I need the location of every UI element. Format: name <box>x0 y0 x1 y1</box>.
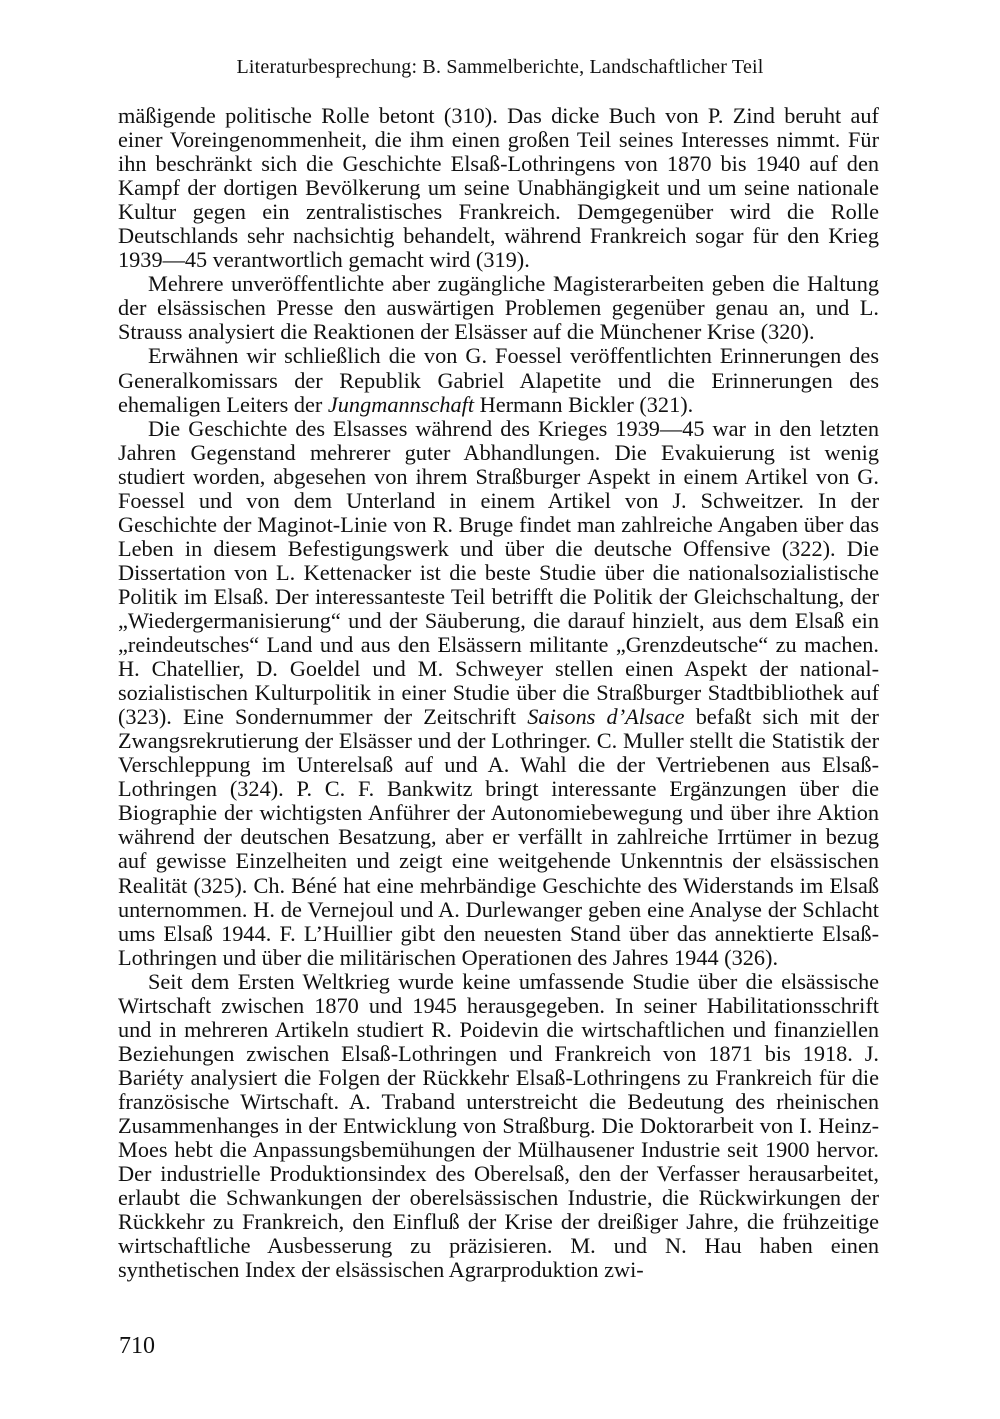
running-header: Literaturbesprechung: B. Sammelberichte, Landschaftlicher Teil <box>236 56 764 78</box>
text-run: Die Geschichte des Elsasses während des Krieges 1939—45 war in den letzten Jahren Gegenstand mehrerer guter Abhandlungen. Die Evakuierung ist wenig studiert worden, abgesehen von ihrem Straßburger Aspekt in einem Artikel von G. Foessel und von dem Unterland in einem Artikel von J. Schweitzer. In der Geschichte der Maginot-Linie von R. Bruge findet man zahlreiche Angaben über das Leben in diesem Befestigungswerk und über die deutsche Offensive (322). Die Dissertation von L. Kettenacker ist die beste Studie über die nationalsozialistische Politik im Elsaß. Der interessanteste Teil betrifft die Politik der Gleichschaltung, der „Wiedergermanisierung“ und der Säuberung, die darauf hinzielt, aus dem Elsaß ein „reindeutsches“ Land und aus den Elsässern militante „Grenzdeutsche“ zu machen. H. Chatellier, D. Goeldel und M. Schweyer stellen einen Aspekt der national-sozialistischen Kulturpolitik in einer Studie über die Straßburger Stadtbibliothek auf (323). Eine Sondernummer der Zeitschrift <box>118 415 879 730</box>
text-run: Hermann Bickler (321). <box>474 391 694 417</box>
paragraph <box>118 970 879 1283</box>
paragraph <box>118 272 879 344</box>
text-run: Mehrere unveröffentlichte aber zugängliche Magisterarbeiten geben die Haltung der elsässischen Presse den auswärtigen Problemen gegenüber genau an, und L. Strauss analysiert die Reaktionen der Elsässer auf die Münchener Krise (320). <box>118 271 879 345</box>
paragraph <box>118 417 879 970</box>
text-run: Erwähnen wir schließlich die von G. Foessel veröffentlichten Erinnerungen des Generalkomissars der Republik Gabriel Alapetite und die Erinnerungen des ehemaligen Leiters der <box>118 343 879 417</box>
text-run: befaßt sich mit der Zwangsrekrutierung der Elsässer und der Lothringer. C. Muller stellt die Statistik der Verschleppung im Unterelsaß auf und A. Wahl die der Vertriebenen aus Elsaß-Lothringen (324). P. C. F. Bankwitz bringt interessante Ergänzungen über die Biographie der wichtigsten Anführer der Autonomiebewegung und über ihre Aktion während der deutschen Besatzung, aber er verfällt in zahlreiche Irrtümer in bezug auf gewisse Einzelheiten und zeigt eine weitgehende Unkenntnis der elsässischen Realität (325). Ch. Béné hat eine mehrbändige Geschichte des Widerstands im Elsaß unternommen. H. de Vernejoul und A. Durlewanger geben eine Analyse der Schlacht ums Elsaß 1944. F. L’Huillier gibt den neuesten Stand über das annektierte Elsaß-Lothringen und über die militärischen Operationen des Jahres 1944 (326). <box>118 704 879 970</box>
text-run: Seit dem Ersten Weltkrieg wurde keine umfassende Studie über die elsässische Wirtschaft zwischen 1870 und 1945 herausgegeben. In seiner Habilitationsschrift und in mehreren Artikeln studiert R. Poidevin die wirtschaftlichen und finanziellen Beziehungen zwischen Elsaß-Lothringen und Frankreich von 1871 bis 1918. J. Bariéty analysiert die Folgen der Rückkehr Elsaß-Lothringens zu Frankreich für die französische Wirtschaft. A. Traband unterstreicht die Bedeutung des rheinischen Zusammenhanges in der Entwicklung von Straßburg. Die Doktorarbeit von I. Heinz-Moes hebt die Anpassungsbemühungen der Mülhausener Industrie seit 1900 hervor. Der industrielle Produktionsindex des Oberelsaß, den der Verfasser herausarbeitet, erlaubt die Schwankungen der oberelsässischen Industrie, die Rückwirkungen der Rückkehr zu Frankreich, den Einfluß der Krise der dreißiger Jahre, die frühzeitige wirtschaftliche Ausbesserung zu präzisieren. M. und N. Hau haben einen synthetischen Index der elsässischen Agrarproduktion zwi- <box>118 968 879 1283</box>
paragraph <box>118 344 879 416</box>
body-text <box>118 104 879 1282</box>
paragraph <box>118 104 879 272</box>
text-run: mäßigende politische Rolle betont (310). Das dicke Buch von P. Zind beruht auf einer Voreingenommenheit, die ihm einen großen Teil seines Interesses nimmt. Für ihn beschränkt sich die Geschichte Elsaß-Lothringens von 1870 bis 1940 auf den Kampf der dortigen Bevölkerung um seine Unabhängigkeit und um seine nationale Kultur gegen ein zentralistisches Frankreich. Demgegenüber wird die Rolle Deutschlands sehr nachsichtig behandelt, während Frankreich sogar für den Krieg 1939—45 verantwortlich gemacht wird (319). <box>118 103 879 273</box>
italic-title: Jungmannschaft <box>327 391 475 417</box>
italic-title: Saisons d’Alsace <box>527 704 685 730</box>
page-number: 710 <box>119 1333 155 1359</box>
